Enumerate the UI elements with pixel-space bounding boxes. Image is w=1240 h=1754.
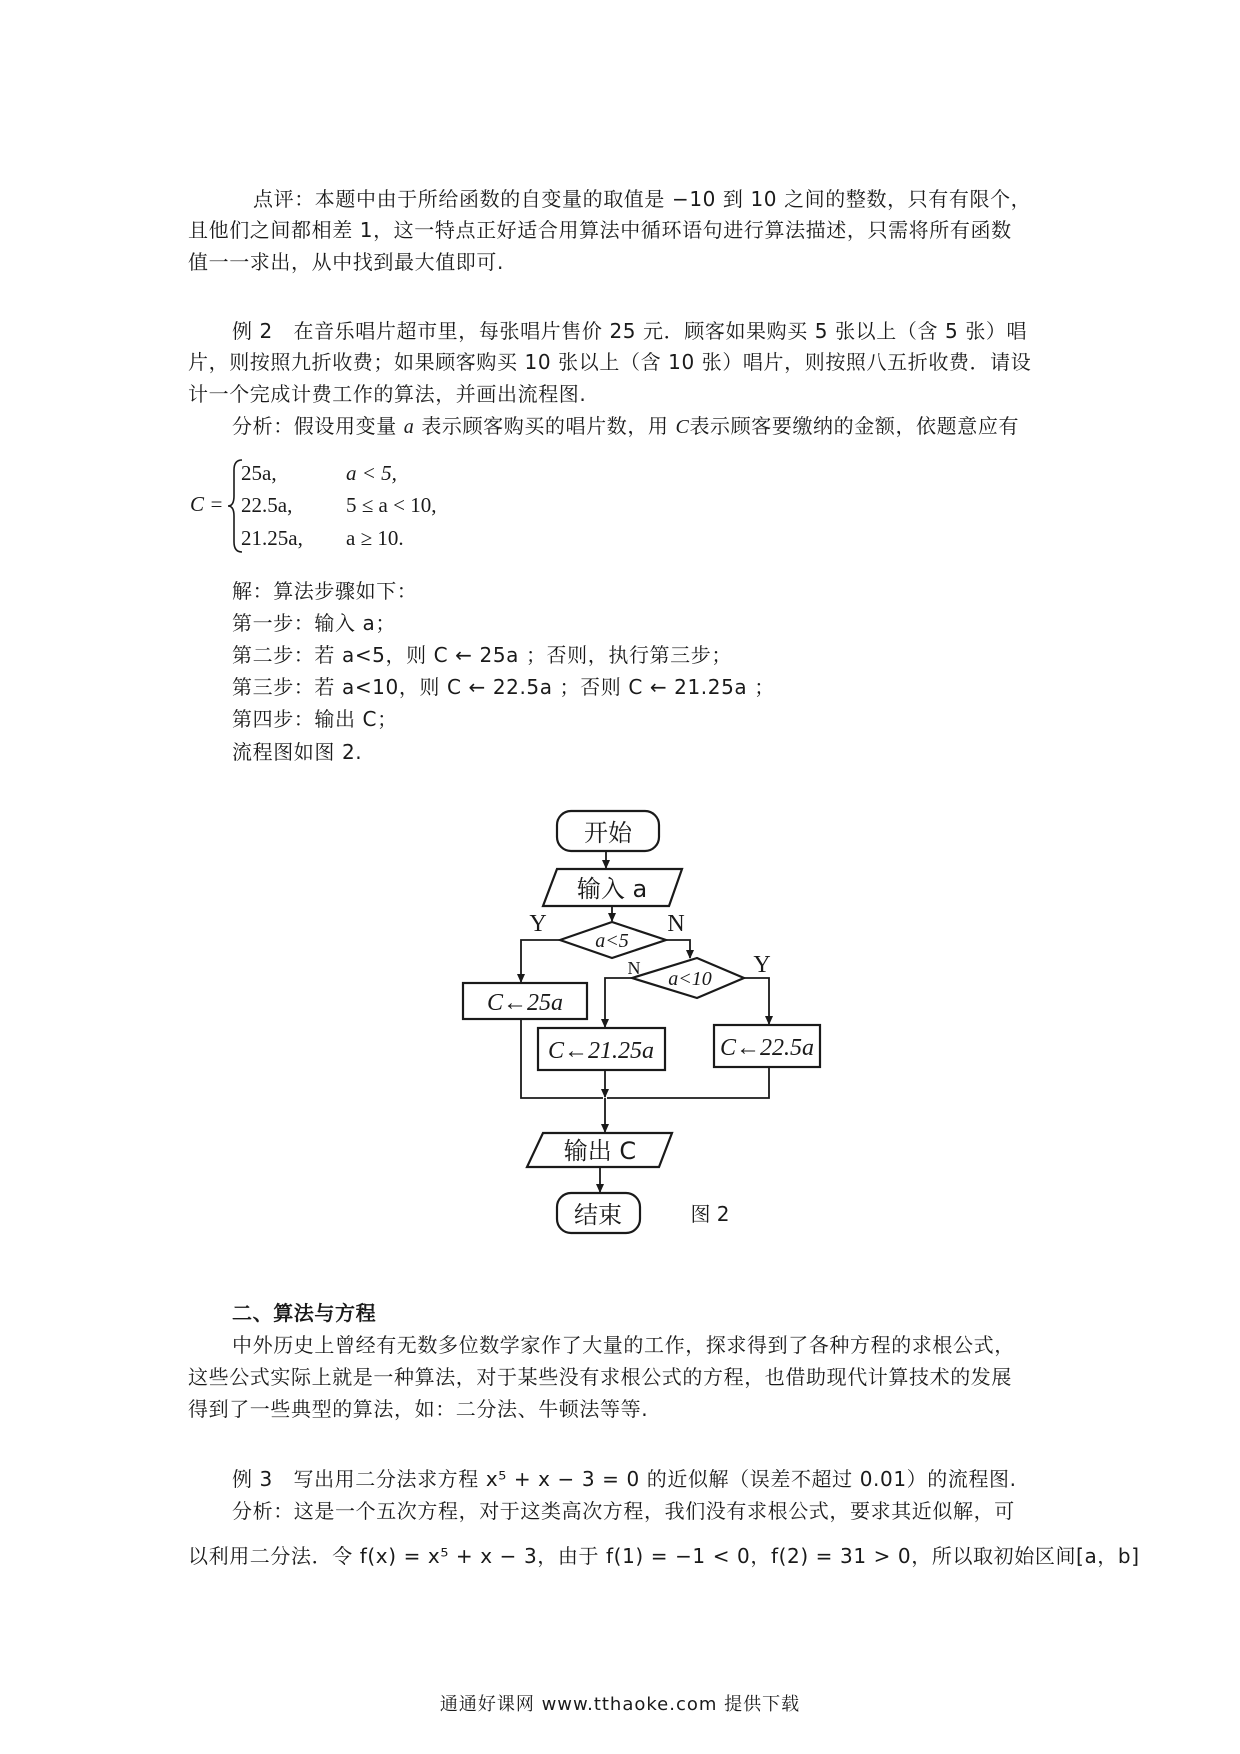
flow-no-label-2: N	[627, 958, 641, 978]
analysis-var-a: a	[403, 416, 415, 438]
flow-box1-shape	[463, 983, 587, 1019]
example3-analysis-1: 分析：这是一个五次方程，对于这类高次方程，我们没有求根公式，要求其近似解，可	[232, 1499, 1015, 1523]
piecewise-row-2: 22.5a, 5 ≤ a < 10,	[241, 493, 437, 517]
flow-box1-label: C←25a	[486, 990, 564, 1016]
flow-start-shape	[557, 811, 659, 851]
flow-input-shape	[543, 869, 682, 906]
piecewise-lhs: C =	[190, 492, 224, 516]
flow-input-label: 输入 a	[576, 875, 648, 903]
flow-yes-label-2: Y	[753, 952, 771, 978]
section2-heading: 二、算法与方程	[232, 1301, 377, 1325]
flow-decision1-shape	[560, 922, 666, 958]
flow-box2-label: C←21.25a	[547, 1038, 655, 1064]
example2-line-1: 例 2 在音乐唱片超市里，每张唱片售价 25 元．顾客如果购买 5 张以上（含 5 张）唱	[232, 319, 1028, 343]
solution-line-2: 第一步：输入 a；	[232, 611, 397, 635]
flow-no-label-1: N	[667, 911, 685, 937]
comment-line-1: 点评：本题中由于所给函数的自变量的取值是 −10 到 10 之间的整数，只有有限个，	[253, 187, 1032, 211]
flow-decision2-shape	[632, 958, 744, 998]
section2-line-1: 中外历史上曾经有无数多位数学家作了大量的工作，探求得到了各种方程的求根公式，	[232, 1333, 1015, 1357]
analysis-part-2: 表示顾客购买的唱片数，用	[414, 414, 676, 438]
solution-line-4: 第三步：若 a<10，则 C ← 22.5a ；否则 C ← 21.25a ；	[232, 675, 775, 699]
comment-line-2: 且他们之间都相差 1，这一特点正好适合用算法中循环语句进行算法描述，只需将所有函数	[188, 218, 1012, 242]
flow-output-label: 输出 C	[563, 1137, 637, 1165]
section2-line-3: 得到了一些典型的算法，如：二分法、牛顿法等等.	[188, 1397, 649, 1421]
piecewise-row-1: 25a, a < 5,	[241, 461, 397, 485]
flow-start-label: 开始	[584, 819, 632, 847]
solution-line-6: 流程图如图 2.	[232, 740, 363, 764]
footer-credit: 通通好课网 www.tthaoke.com 提供下载	[439, 1694, 801, 1715]
section2-line-2: 这些公式实际上就是一种算法，对于某些没有求根公式的方程，也借助现代计算技术的发展	[188, 1365, 1012, 1389]
flow-cond1-label: a<5	[595, 930, 629, 952]
flow-end-shape	[557, 1193, 640, 1233]
figure-caption: 图 2	[690, 1202, 730, 1226]
example3-title: 例 3 写出用二分法求方程 x⁵ + x − 3 = 0 的近似解（误差不超过 0.01）的流程图.	[232, 1467, 1017, 1491]
flow-end-label: 结束	[574, 1201, 622, 1229]
analysis-part-3: 表示顾客要缴纳的金额，依题意应有	[689, 414, 1020, 438]
flow-output-shape	[527, 1133, 672, 1167]
piecewise-row-3: 21.25a, a ≥ 10.	[241, 526, 404, 550]
solution-line-5: 第四步：输出 C；	[232, 707, 398, 731]
analysis-part-1: 分析：假设用变量	[232, 414, 404, 438]
solution-line-3: 第二步：若 a<5，则 C ← 25a ；否则，执行第三步；	[232, 643, 732, 667]
analysis-var-c: C	[675, 416, 690, 438]
solution-line-1: 解：算法步骤如下：	[232, 579, 418, 603]
flow-cond2-label: a<10	[668, 968, 712, 990]
comment-line-3: 值一一求出，从中找到最大值即可.	[188, 250, 504, 274]
example3-analysis-2: 以利用二分法．令 f(x) = x⁵ + x − 3，由于 f(1) = −1 < 0，f(2) = 31 > 0，所以取初始区间[a，b]	[188, 1544, 1140, 1568]
flow-box3-shape	[714, 1025, 820, 1067]
example2-line-3: 计一个完成计费工作的算法，并画出流程图.	[188, 382, 587, 406]
flow-box3-label: C←22.5a	[719, 1035, 815, 1061]
flow-box2-shape	[538, 1028, 665, 1070]
flow-yes-label-1: Y	[529, 911, 547, 937]
example2-analysis	[232, 411, 1019, 442]
example2-line-2: 片，则按照九折收费；如果顾客购买 10 张以上（含 10 张）唱片，则按照八五折收费．请设	[188, 350, 1032, 374]
